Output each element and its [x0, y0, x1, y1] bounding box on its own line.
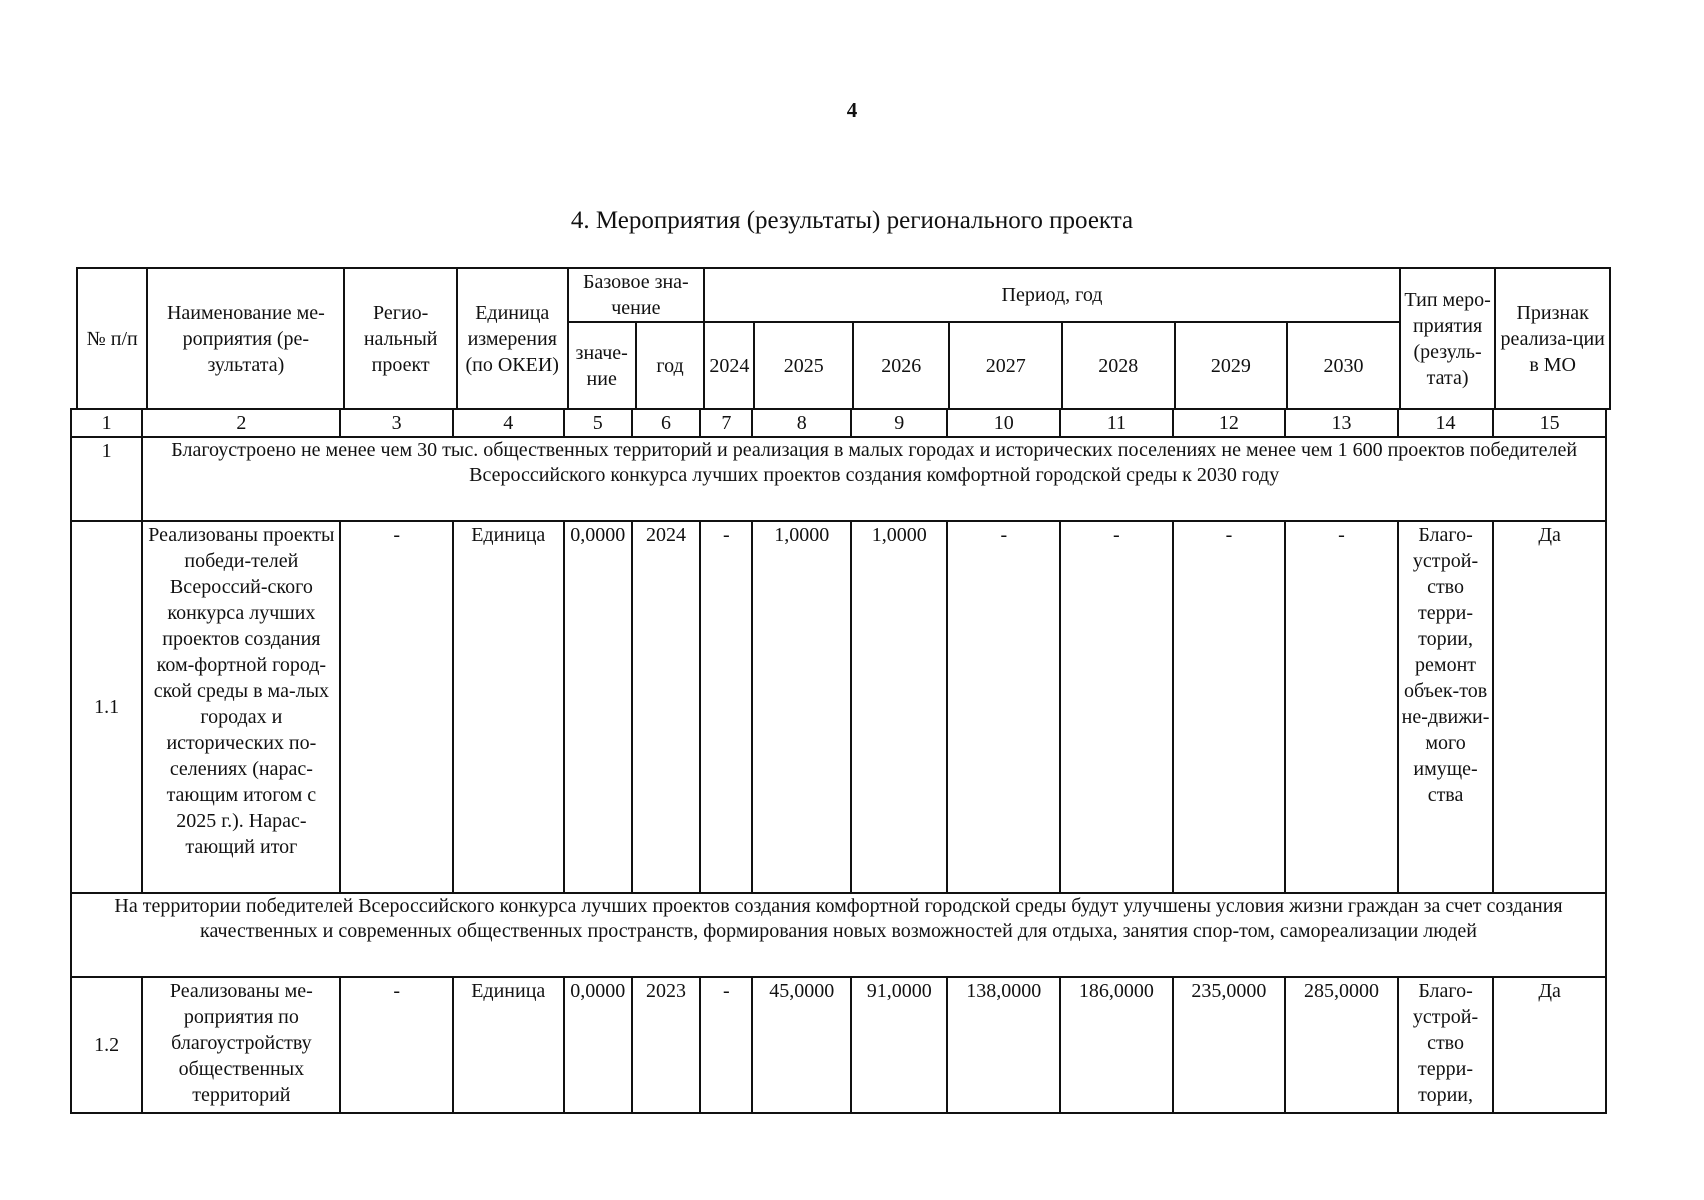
header-base-val: значе-ние — [568, 322, 636, 409]
header-unit: Единица измерения (по ОКЕИ) — [457, 268, 568, 409]
row-value-2027: 138,0000 — [947, 977, 1060, 1113]
row-name: Реализованы ме-роприятия по благоустройству общественных территорий — [142, 977, 340, 1113]
row-mo-sign: Да — [1493, 977, 1606, 1113]
row-num: 1.2 — [71, 977, 142, 1113]
row-value-2026: 1,0000 — [851, 521, 948, 893]
table-body — [70, 408, 1607, 1114]
column-index: 10 — [947, 409, 1060, 437]
header-year: 2028 — [1062, 322, 1175, 409]
header-year: 2030 — [1287, 322, 1400, 409]
column-index: 5 — [564, 409, 632, 437]
row-type: Благо-устрой-ство терри-тории, — [1398, 977, 1493, 1113]
row-value-2027: - — [947, 521, 1060, 893]
header-base-value: Базовое зна-чение — [568, 268, 705, 322]
goal-row — [71, 437, 1606, 521]
header-period: Период, год — [704, 268, 1400, 322]
row-name: Реализованы проекты победи-телей Всероссий-ского конкурса лучших проектов создания ком-фортной город-ской среды в ма-лых городах и исторических по-селениях (нарас-тающим итогом с 2025 г.). Нарас-тающий итог — [142, 521, 340, 893]
column-index: 11 — [1060, 409, 1173, 437]
column-index: 15 — [1493, 409, 1606, 437]
header-num: № п/п — [77, 268, 147, 409]
header-year: 2025 — [754, 322, 853, 409]
row-regional-project: - — [340, 977, 453, 1113]
header-regional-project: Регио-нальный проект — [344, 268, 457, 409]
row-value-2028: 186,0000 — [1060, 977, 1173, 1113]
row-value-2024: - — [700, 521, 752, 893]
row-base-value: 0,0000 — [564, 977, 632, 1113]
row-value-2029: - — [1173, 521, 1286, 893]
row-value-2030: 285,0000 — [1285, 977, 1398, 1113]
column-index: 13 — [1285, 409, 1398, 437]
column-index: 9 — [851, 409, 948, 437]
column-index: 8 — [752, 409, 851, 437]
row-base-year: 2024 — [632, 521, 700, 893]
header-mo-sign: Признак реализа-ции в МО — [1495, 268, 1610, 409]
table-row — [71, 977, 1606, 1113]
row-base-value: 0,0000 — [564, 521, 632, 893]
header-year: 2026 — [853, 322, 949, 409]
column-index: 4 — [453, 409, 564, 437]
page-number: 4 — [846, 98, 858, 122]
row-value-2026: 91,0000 — [851, 977, 948, 1113]
header-year: 2027 — [949, 322, 1062, 409]
column-index: 2 — [142, 409, 340, 437]
goal-text: Благоустроено не менее чем 30 тыс. общественных территорий и реализация в малых городах и исторических поселениях не менее чем 1 600 проектов победителей Всероссийского конкурса лучших проектов создания комфортной городской среды к 2030 году — [142, 437, 1606, 521]
goal-num: 1 — [71, 437, 142, 521]
column-index: 1 — [71, 409, 142, 437]
row-base-year: 2023 — [632, 977, 700, 1113]
row-value-2025: 1,0000 — [752, 521, 851, 893]
column-index: 14 — [1398, 409, 1493, 437]
section-title: 4. Мероприятия (результаты) регионального проекта — [570, 207, 1134, 234]
row-regional-project: - — [340, 521, 453, 893]
row-value-2029: 235,0000 — [1173, 977, 1286, 1113]
note-row — [71, 893, 1606, 977]
table-header — [76, 267, 1611, 410]
column-index: 12 — [1173, 409, 1286, 437]
row-unit: Единица — [453, 977, 564, 1113]
row-value-2025: 45,0000 — [752, 977, 851, 1113]
header-name: Наименование ме-роприятия (ре-зультата) — [147, 268, 344, 409]
column-index: 6 — [632, 409, 700, 437]
row-unit: Единица — [453, 521, 564, 893]
row-value-2028: - — [1060, 521, 1173, 893]
row-mo-sign: Да — [1493, 521, 1606, 893]
header-base-year: год — [636, 322, 704, 409]
row-value-2024: - — [700, 977, 752, 1113]
row-type: Благо-устрой-ство терри-тории, ремонт объек-тов не-движи-мого имуще-ства — [1398, 521, 1493, 893]
row-num: 1.1 — [71, 521, 142, 893]
table-row — [71, 521, 1606, 893]
row-value-2030: - — [1285, 521, 1398, 893]
column-index: 7 — [700, 409, 752, 437]
header-type: Тип меро-приятия (резуль-тата) — [1400, 268, 1495, 409]
header-year: 2029 — [1175, 322, 1288, 409]
note-text: На территории победителей Всероссийского конкурса лучших проектов создания комфортной городской среды будут улучшены условия жизни граждан за счет создания качественных и современных общественных пространств, формирования новых возможностей для отдыха, занятия спор-том, самореализации людей — [71, 893, 1606, 977]
header-year: 2024 — [704, 322, 754, 409]
column-index-row — [71, 409, 1606, 437]
column-index: 3 — [340, 409, 453, 437]
